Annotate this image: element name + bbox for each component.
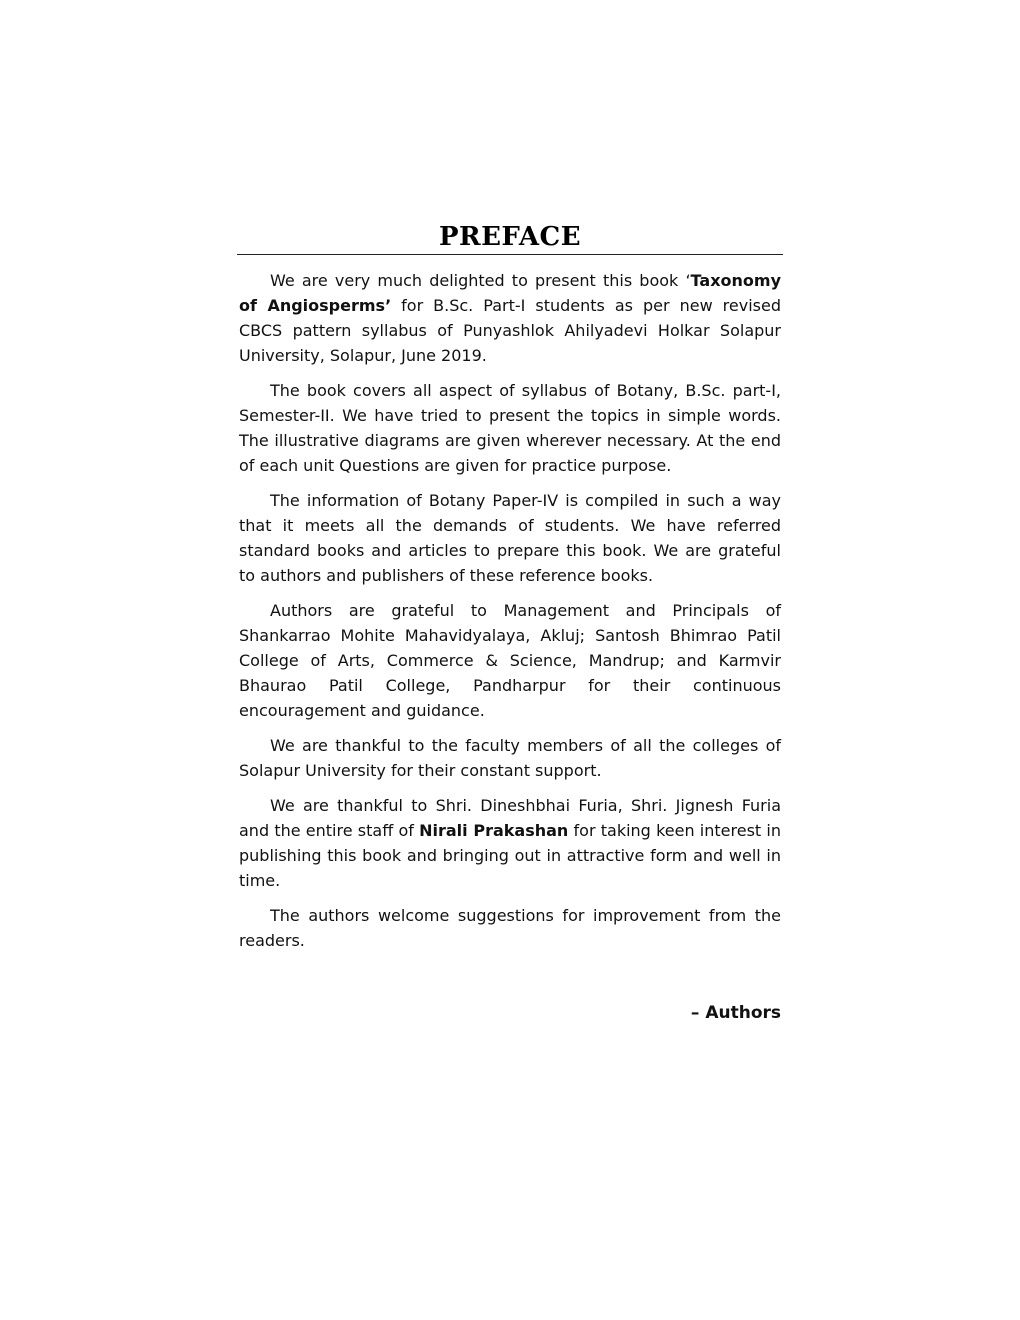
preface-paragraph (239, 488, 781, 588)
paragraph-text: We are very much delighted to present this book ‘ (270, 271, 691, 290)
preface-paragraph (239, 598, 781, 723)
preface-page (239, 222, 781, 1025)
paragraph-text: for B.Sc. Part-I students as per new revised CBCS pattern syllabus of Punyashlok Ahilyadevi Holkar Solapur University, Solapur, June 2019. (239, 296, 781, 365)
preface-paragraph (239, 793, 781, 893)
paragraph-text: The authors welcome suggestions for improvement from the readers. (239, 906, 781, 950)
paragraph-text: Authors are grateful to Management and Principals of Shankarrao Mohite Mahavidyalaya, Akluj; Santosh Bhimrao Patil College of Arts, Commerce & Science, Mandrup; and Karmvir Bhaurao Patil College, Pandharpur for their continuous encouragement and guidance. (239, 601, 781, 720)
preface-paragraph (239, 378, 781, 478)
signature: – Authors (690, 1003, 781, 1023)
paragraph-text: We are thankful to the faculty members of all the colleges of Solapur University for their constant support. (239, 736, 781, 780)
preface-body (239, 268, 781, 953)
preface-paragraph (239, 903, 781, 953)
paragraph-text: We are thankful to Shri. Dineshbhai Furia, Shri. Jignesh Furia and the entire staff of (239, 796, 781, 840)
preface-paragraph (239, 733, 781, 783)
bold-text: Nirali Prakashan (419, 821, 569, 840)
bold-text: Taxonomy of Angiosperms’ (239, 271, 781, 315)
paragraph-text: for taking keen interest in publishing this book and bringing out in attractive form and well in time. (239, 821, 782, 890)
title-underline (237, 254, 783, 255)
preface-paragraph (239, 268, 781, 368)
paragraph-text: The book covers all aspect of syllabus of Botany, B.Sc. part-I, Semester-II. We have tried to present the topics in simple words. The illustrative diagrams are given wherever necessary. At the end of each unit Questions are given for practice purpose. (239, 381, 781, 475)
paragraph-text: The information of Botany Paper-IV is compiled in such a way that it meets all the demands of students. We have referred standard books and articles to prepare this book. We are grateful to authors and publishers of these reference books. (239, 491, 781, 585)
page-title: PREFACE (438, 222, 582, 252)
